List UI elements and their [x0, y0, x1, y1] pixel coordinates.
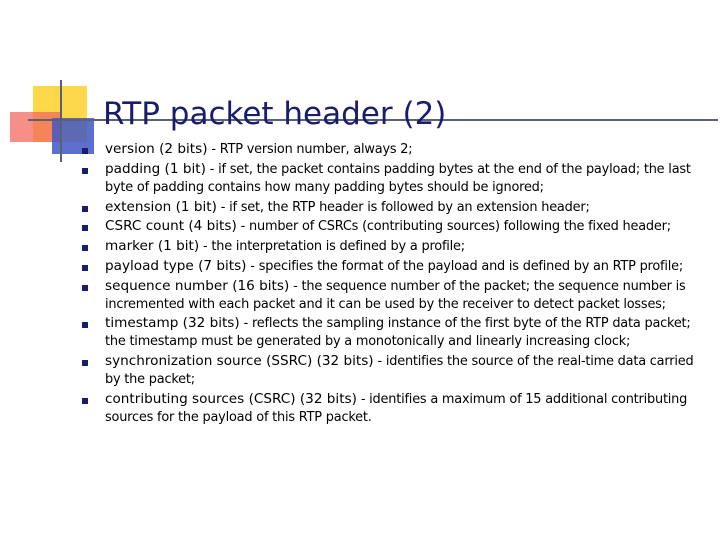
- bullet-term: extension (1 bit): [105, 198, 217, 215]
- bullet-item: [80, 238, 705, 256]
- bullet-item: [80, 161, 705, 197]
- bullet-item: [80, 199, 705, 217]
- bullet-item: [80, 141, 705, 159]
- square-bullet-icon: [82, 148, 88, 154]
- bullet-item: [80, 258, 705, 276]
- square-bullet-icon: [82, 225, 88, 231]
- bullet-description: - the interpretation is defined by a profile;: [199, 239, 465, 255]
- bullet-item: [80, 391, 705, 427]
- square-bullet-icon: [82, 398, 88, 404]
- bullet-term: version (2 bits): [105, 141, 208, 157]
- slide-title: RTP packet header (2): [103, 96, 447, 132]
- bullet-list: [80, 141, 705, 429]
- square-bullet-icon: [82, 265, 88, 271]
- square-bullet-icon: [82, 360, 88, 366]
- square-bullet-icon: [82, 322, 88, 328]
- square-bullet-icon: [82, 206, 88, 212]
- bullet-description: - if set, the RTP header is followed by an extension header;: [216, 199, 590, 215]
- bullet-term: marker (1 bit): [105, 238, 200, 255]
- bullet-term: payload type (7 bits): [105, 257, 247, 274]
- square-bullet-icon: [82, 285, 88, 291]
- bullet-term: sequence number (16 bits): [105, 277, 290, 294]
- bullet-term: synchronization source (SSRC) (32 bits): [105, 353, 374, 370]
- bullet-item: [80, 278, 705, 314]
- bullet-description: - RTP version number, always 2;: [207, 142, 413, 157]
- bullet-description: - identifies a maximum of 15 additional contributing sources for the payload of this RTP packet.: [105, 391, 688, 425]
- bullet-term: contributing sources (CSRC) (32 bits): [105, 390, 357, 407]
- bullet-description: - identifies the source of the real-time data carried by the packet;: [105, 354, 694, 387]
- bullet-term: CSRC count (4 bits): [105, 218, 237, 235]
- decor-vertical-line: [60, 80, 62, 162]
- bullet-item: [80, 315, 705, 351]
- bullet-item: [80, 218, 705, 236]
- bullet-item: [80, 353, 705, 389]
- bullet-term: timestamp (32 bits): [105, 315, 240, 332]
- bullet-description: - if set, the packet contains padding bytes at the end of the payload; the last byte of padding contains how many padding bytes should be ignored;: [105, 161, 691, 195]
- bullet-description: - specifies the format of the payload and is defined by an RTP profile;: [246, 258, 684, 274]
- bullet-term: padding (1 bit): [105, 160, 206, 177]
- bullet-description: - number of CSRCs (contributing sources) following the fixed header;: [236, 219, 671, 235]
- bullet-description: - the sequence number of the packet; the sequence number is incremented with each packet and it can be used by the receiver to detect packet losses;: [105, 278, 686, 312]
- square-bullet-icon: [82, 245, 88, 251]
- square-bullet-icon: [82, 168, 88, 174]
- bullet-description: - reflects the sampling instance of the first byte of the RTP data packet; the timestamp must be generated by a monotonically and linearly increasing clock;: [105, 316, 691, 350]
